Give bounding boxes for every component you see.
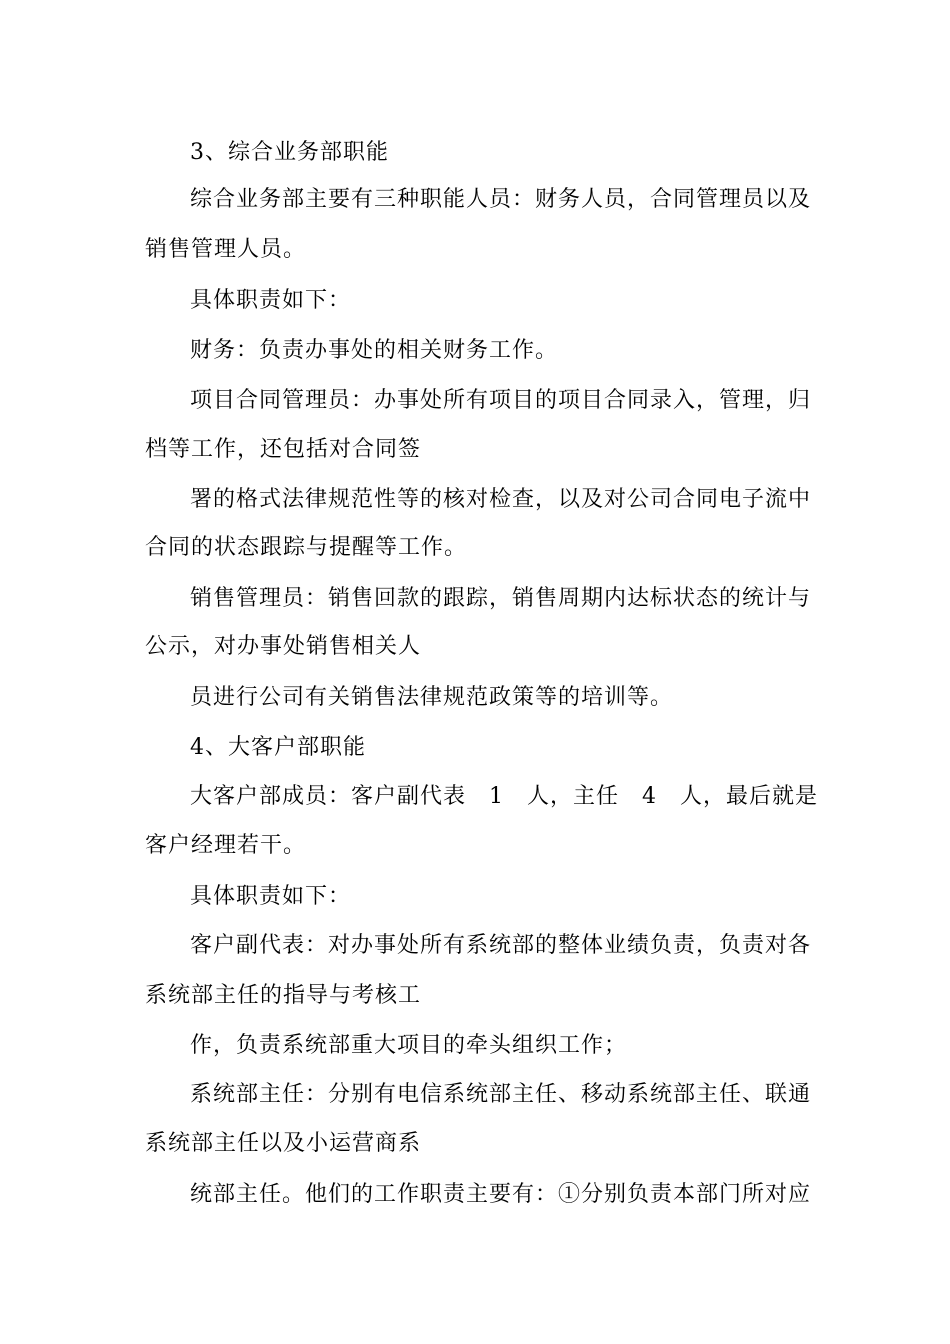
section-heading-4: 4、大客户部职能: [190, 735, 366, 760]
paragraph-line: 作，负责系统部重大项目的牵头组织工作；: [190, 1033, 628, 1058]
paragraph-line: 客户经理若干。: [145, 833, 307, 858]
paragraph-line: 公示，对办事处销售相关人: [145, 634, 422, 659]
paragraph-line: 系统部主任以及小运营商系: [145, 1131, 422, 1156]
paragraph-line: 统部主任。他们的工作职责主要有：①分别负责本部门所对应: [190, 1182, 812, 1207]
paragraph-line: 项目合同管理员：办事处所有项目的项目合同录入，管理，归: [190, 388, 812, 413]
paragraph-line: 员进行公司有关销售法律规范政策等的培训等。: [190, 685, 674, 710]
paragraph-line: 具体职责如下：: [190, 884, 352, 909]
paragraph-line: 档等工作，还包括对合同签: [145, 437, 422, 462]
paragraph-line: 署的格式法律规范性等的核对检查，以及对公司合同电子流中: [190, 487, 812, 512]
paragraph-line: 合同的状态跟踪与提醒等工作。: [145, 535, 468, 560]
paragraph-line: 系统部主任的指导与考核工: [145, 983, 422, 1008]
section-heading-3: 3、综合业务部职能: [190, 140, 389, 165]
paragraph-line: 系统部主任：分别有电信系统部主任、移动系统部主任、联通: [190, 1082, 812, 1107]
paragraph-line: 具体职责如下：: [190, 288, 352, 313]
paragraph-line: 客户副代表：对办事处所有系统部的整体业绩负责，负责对各: [190, 933, 812, 958]
paragraph-line: 销售管理员：销售回款的跟踪，销售周期内达标状态的统计与: [190, 586, 812, 611]
paragraph-line: 大客户部成员：客户副代表 1 人，主任 4 人，最后就是: [190, 784, 818, 809]
paragraph-line: 财务：负责办事处的相关财务工作。: [190, 338, 559, 363]
paragraph-line: 销售管理人员。: [145, 237, 307, 262]
paragraph-line: 综合业务部主要有三种职能人员：财务人员，合同管理员以及: [190, 187, 812, 212]
